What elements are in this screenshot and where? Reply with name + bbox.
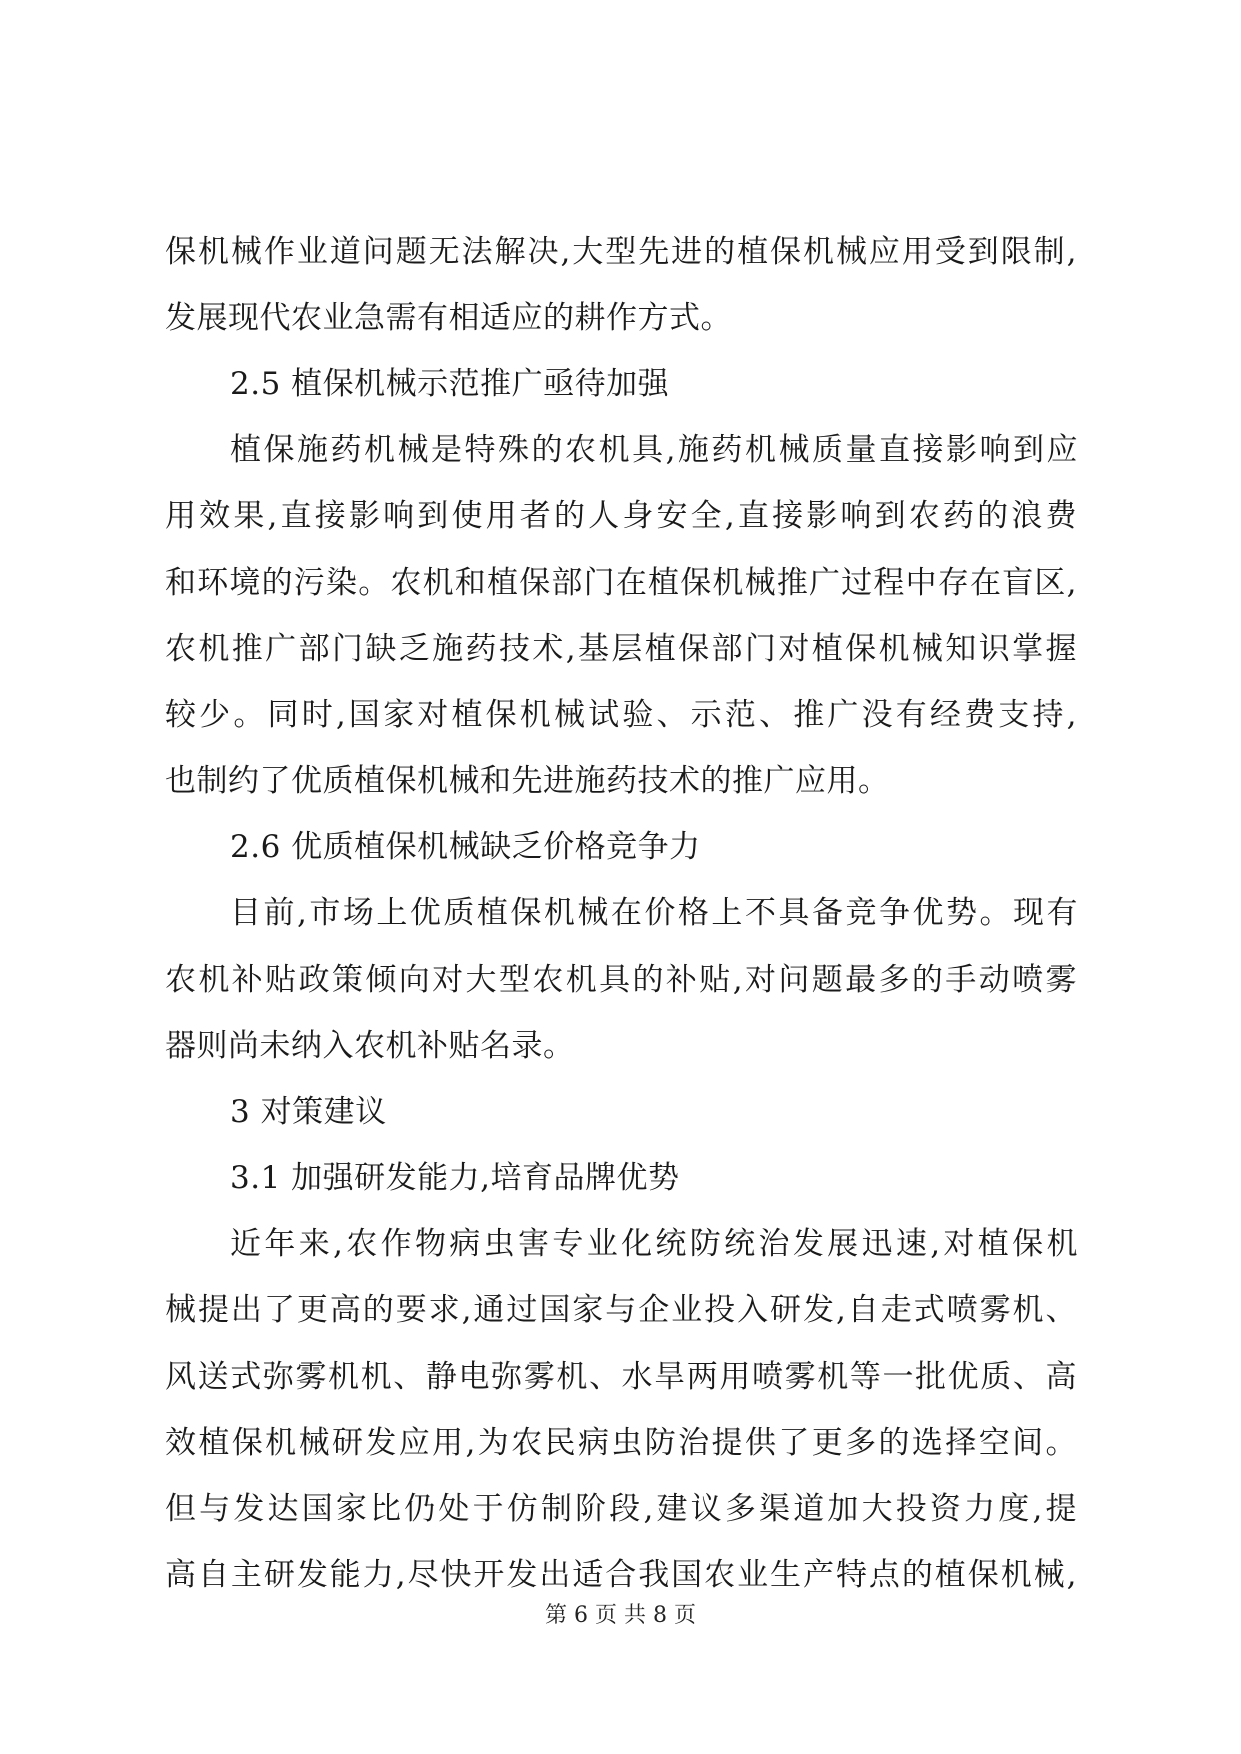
body-text-line: 械提出了更高的要求,通过国家与企业投入研发,自走式喷雾机、 xyxy=(165,1292,1077,1328)
body-text-line: 近年来,农作物病虫害专业化统防统治发展迅速,对植保机 xyxy=(230,1226,1078,1262)
body-text-line: 发展现代农业急需有相适应的耕作方式。 xyxy=(165,300,732,336)
subsection-heading: 3.1 加强研发能力,培育品牌优势 xyxy=(230,1160,680,1196)
body-text-line: 风送式弥雾机机、静电弥雾机、水旱两用喷雾机等一批优质、高 xyxy=(165,1359,1077,1395)
body-text-line: 高自主研发能力,尽快开发出适合我国农业生产特点的植保机械, xyxy=(165,1557,1077,1593)
body-text-line: 农机补贴政策倾向对大型农机具的补贴,对问题最多的手动喷雾 xyxy=(165,962,1077,998)
body-text-line: 较少。同时,国家对植保机械试验、示范、推广没有经费支持, xyxy=(165,697,1077,733)
page-number-footer: 第 6 页 共 8 页 xyxy=(545,1603,696,1628)
body-text-line: 效植保机械研发应用,为农民病虫防治提供了更多的选择空间。 xyxy=(165,1425,1077,1461)
section-heading: 2.6 优质植保机械缺乏价格竞争力 xyxy=(230,829,701,865)
body-text-line: 保机械作业道问题无法解决,大型先进的植保机械应用受到限制, xyxy=(165,234,1077,270)
body-text-line: 和环境的污染。农机和植保部门在植保机械推广过程中存在盲区, xyxy=(165,565,1077,601)
section-heading: 3 对策建议 xyxy=(230,1094,387,1130)
body-text-line: 植保施药机械是特殊的农机具,施药机械质量直接影响到应 xyxy=(230,432,1078,468)
body-text-line: 目前,市场上优质植保机械在价格上不具备竞争优势。现有 xyxy=(230,895,1078,931)
section-heading: 2.5 植保机械示范推广亟待加强 xyxy=(230,366,670,402)
body-text-line: 器则尚未纳入农机补贴名录。 xyxy=(165,1028,575,1064)
body-text-line: 农机推广部门缺乏施药技术,基层植保部门对植保机械知识掌握 xyxy=(165,631,1077,667)
body-text-line: 用效果,直接影响到使用者的人身安全,直接影响到农药的浪费 xyxy=(165,498,1077,534)
body-text-line: 也制约了优质植保机械和先进施药技术的推广应用。 xyxy=(165,763,890,799)
body-text-line: 但与发达国家比仍处于仿制阶段,建议多渠道加大投资力度,提 xyxy=(165,1491,1077,1527)
